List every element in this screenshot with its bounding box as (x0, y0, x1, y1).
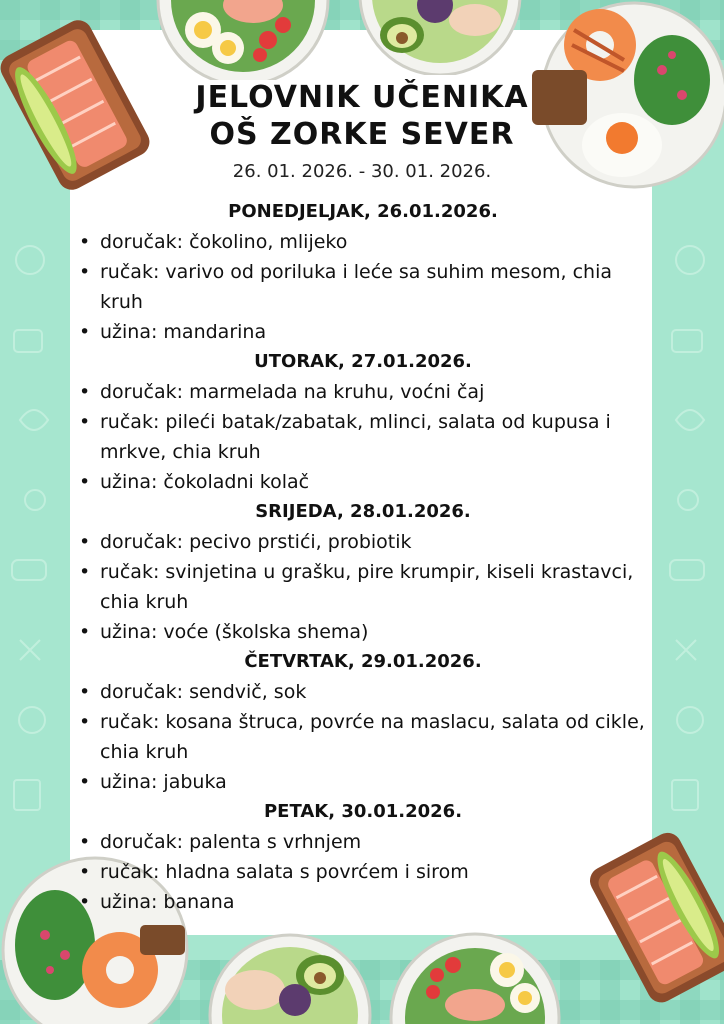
meal-item (76, 767, 650, 797)
page-title-line-2: OŠ ZORKE SEVER (209, 117, 515, 152)
meal-text: doručak: pecivo prstići, probiotik (100, 531, 412, 553)
meal-item (76, 257, 650, 317)
day-heading: PETAK, 30.01.2026. (263, 801, 463, 822)
meal-item (76, 617, 650, 647)
bullet-icon: • (79, 471, 91, 493)
meal-item (76, 707, 650, 767)
meal-text: ručak: hladna salata s povrćem i sirom (100, 861, 469, 883)
bullet-icon: • (79, 831, 91, 853)
meal-text: ručak: varivo od poriluka i leće sa suhim mesom, chia kruh (100, 261, 613, 313)
weekly-menu (76, 197, 650, 917)
bullet-icon: • (79, 531, 91, 553)
meal-text: doručak: marmelada na kruhu, voćni čaj (100, 381, 485, 403)
egg-salad-plate-illustration-bottom (375, 930, 575, 1024)
meal-text: užina: voće (školska shema) (100, 621, 369, 643)
meal-item (76, 557, 650, 617)
meal-text: užina: mandarina (100, 321, 267, 343)
day-heading: UTORAK, 27.01.2026. (254, 351, 472, 372)
avocado-bowl-illustration (350, 0, 530, 75)
meal-text: ručak: kosana štruca, povrće na maslacu, salata od cikle, chia kruh (100, 711, 645, 763)
bullet-icon: • (79, 711, 91, 733)
bullet-icon: • (79, 861, 91, 883)
bullet-icon: • (79, 411, 91, 433)
meal-item (76, 467, 650, 497)
meal-item (76, 857, 650, 887)
day-heading: SRIJEDA, 28.01.2026. (255, 501, 471, 522)
meal-item (76, 317, 650, 347)
date-range: 26. 01. 2026. - 30. 01. 2026. (232, 161, 492, 182)
bullet-icon: • (79, 891, 91, 913)
bullet-icon: • (79, 561, 91, 583)
meal-text: doručak: čokolino, mlijeko (100, 231, 348, 253)
meal-item (76, 407, 650, 467)
meal-text: ručak: svinjetina u grašku, pire krumpir, kiseli krastavci, chia kruh (100, 561, 634, 613)
avocado-bowl-illustration-bottom (205, 930, 375, 1024)
day-heading: ČETVRTAK, 29.01.2026. (244, 651, 482, 672)
bullet-icon: • (79, 621, 91, 643)
meal-text: ručak: pileći batak/zabatak, mlinci, salata od kupusa i mrkve, chia kruh (100, 411, 611, 463)
meal-item (76, 827, 650, 857)
bullet-icon: • (79, 231, 91, 253)
page-title-line-1: JELOVNIK UČENIKA (195, 80, 529, 115)
bullet-icon: • (79, 771, 91, 793)
bullet-icon: • (79, 321, 91, 343)
meal-text: doručak: sendvič, sok (100, 681, 307, 703)
meal-text: doručak: palenta s vrhnjem (100, 831, 362, 853)
meal-item (76, 227, 650, 257)
meal-item (76, 887, 650, 917)
bullet-icon: • (79, 381, 91, 403)
meal-text: užina: jabuka (100, 771, 227, 793)
meal-text: užina: banana (100, 891, 235, 913)
meal-item (76, 677, 650, 707)
meal-item (76, 527, 650, 557)
meal-text: užina: čokoladni kolač (100, 471, 310, 493)
day-heading: PONEDJELJAK, 26.01.2026. (228, 201, 498, 222)
egg-salad-plate-illustration (148, 0, 338, 80)
bullet-icon: • (79, 261, 91, 283)
meal-item (76, 377, 650, 407)
bullet-icon: • (79, 681, 91, 703)
